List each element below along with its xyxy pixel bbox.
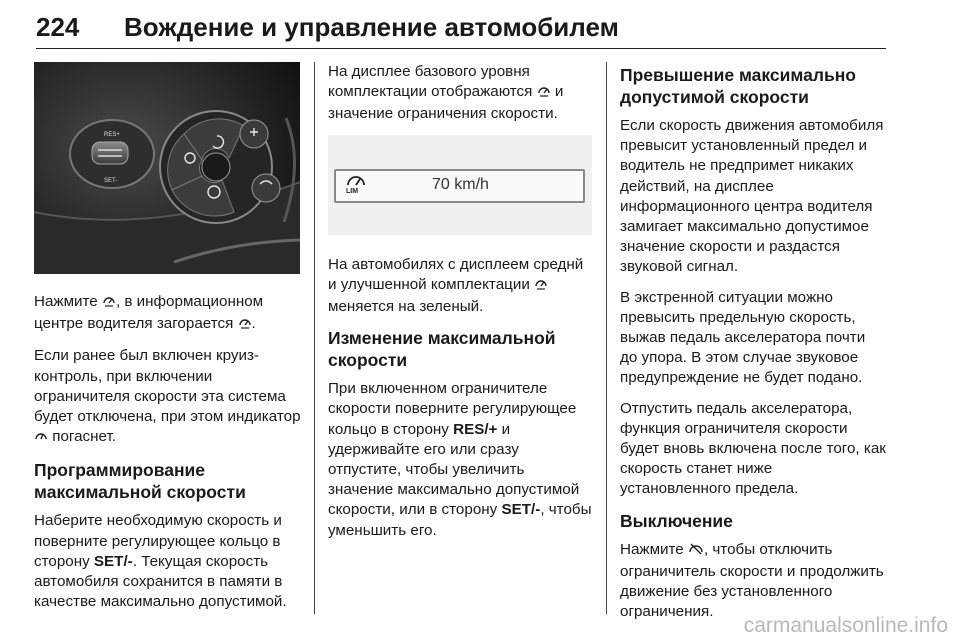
speed-limit-display-figure (328, 135, 592, 235)
column-divider (606, 62, 607, 614)
lim-label: LIM (346, 187, 359, 195)
programming-paragraph: Наберите необходимую скорость и поверните регулирующее кольцо в сторону SET/-. Текущая скорость автомобиля сохранится в памяти в качестве максимально допустимой. (34, 512, 287, 611)
set-label: SET- (104, 178, 118, 184)
cruise-control-icon (34, 429, 48, 449)
speed-limiter-icon (534, 277, 548, 297)
steering-wheel-controls-figure (34, 62, 300, 274)
section-heading-programming: Программирование максимальной скорости (34, 460, 246, 503)
off-paragraph: Нажмите , чтобы отключить ограничитель скорости и продолжить движение без установленного ограничения. (620, 540, 884, 621)
column-divider (314, 62, 315, 614)
cruise-control-paragraph: Если ранее был включен круиз-контроль, при включении ограничителя скорости эта система будет отключена, при этом индикатор погаснет. (34, 346, 302, 449)
page-number: 224 (36, 12, 80, 42)
section-heading-off: Выключение (620, 510, 733, 531)
page-header (36, 8, 886, 49)
watermark: carmanualsonline.info (743, 614, 948, 637)
section-heading-exceed: Превышение максимально допустимой скорости (620, 65, 856, 107)
instruction-paragraph: Нажмите , в информационном центре водителя загорается . (34, 292, 302, 336)
speed-limiter-icon (537, 84, 551, 104)
change-paragraph: При включенном ограничителе скорости поверните регулирующее кольцо в сторону RES/+ и удерживайте его или сразу отпустите, чтобы увеличить значение максимально допустимой скорости, или в сторону SET/-, чтобы уменьшить его. (328, 380, 592, 539)
base-display-paragraph: На дисплее базового уровня комплектации отображаются и значение ограничения скорости. (328, 63, 564, 123)
emergency-paragraph: В экстренной ситуации можно превысить предельную скорость, выжав педаль акселератора почти до упора. В этом случае звуковое предупреждение не будет подано. (620, 288, 866, 387)
speed-limiter-icon (102, 294, 116, 314)
color-display-paragraph: На автомобилях с дисплеем среднй и улучшенной комплектации меняется на зеленый. (328, 255, 584, 316)
column-right (620, 62, 886, 632)
speed-limiter-icon (238, 316, 252, 336)
section-heading-change: Изменение максимальной скорости (328, 328, 556, 371)
column-middle (328, 62, 592, 551)
exceed-paragraph: Если скорость движения автомобиля превысит установленный предел и водитель не предпримет никаких действий, на дисплее информационного центра водителя замигает максимально допустимое значение скорости и раздастся звуковой сигнал. (620, 117, 884, 276)
speed-limit-value: 70 km/h (432, 175, 489, 193)
speed-limit-display (334, 169, 585, 203)
res-label: RES+ (104, 132, 120, 138)
column-left (34, 62, 302, 622)
steering-wheel-illustration (34, 62, 300, 274)
release-paragraph: Отпустить педаль акселератора, функция ограничителя скорости будет вновь включена после того, как скорость станет ниже установленного предела. (620, 399, 886, 498)
page-title: Вождение и управление автомобилем (124, 12, 619, 42)
limiter-off-icon (688, 542, 704, 562)
